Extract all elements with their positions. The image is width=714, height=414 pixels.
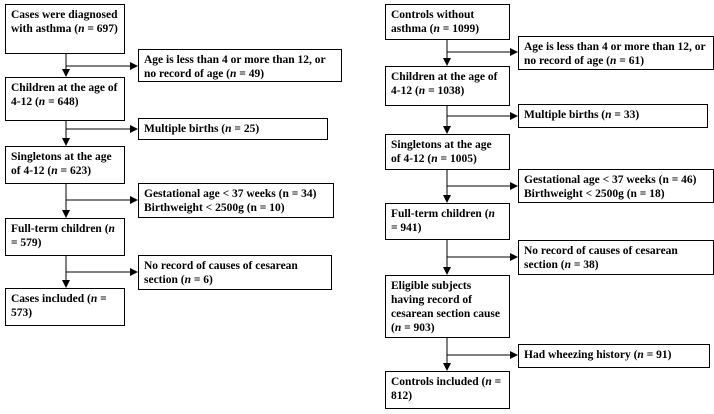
cases-singletons-box: Singletons at the age of 4-12 (n = 623) <box>5 146 125 184</box>
cases-age-4-12-box: Children at the age of 4-12 (n = 648) <box>5 77 125 121</box>
cases-gestational-age-line: Gestational age < 37 weeks (n = 34) <box>144 188 317 200</box>
cases-multiple-births-box: Multiple births (n = 25) <box>138 118 328 140</box>
cases-age-exclusion-box: Age is less than 4 or more than 12, or no record of age (n = 49) <box>138 49 342 82</box>
cases-no-cesarean-record-box: No record of causes of cesarean section (n = 6) <box>138 255 332 290</box>
cases-full-term-box: Full-term children (n = 579) <box>5 218 125 256</box>
controls-singletons-box: Singletons at the age of 4-12 (n = 1005) <box>385 134 510 170</box>
cases-diagnosed-box: Cases were diagnosed with asthma (n = 697) <box>5 4 125 54</box>
cases-birthweight-line: Birthweight < 2500g (n = 10) <box>144 202 285 214</box>
controls-birthweight-line: Birthweight < 2500g (n = 18) <box>524 188 665 200</box>
controls-without-asthma-box: Controls without asthma (n = 1099) <box>385 4 510 40</box>
controls-gestational-age-line: Gestational age < 37 weeks (n = 46) <box>524 174 697 186</box>
controls-preterm-lbw-exclusion-box <box>518 169 714 203</box>
controls-age-4-12-box: Children at the age of 4-12 (n = 1038) <box>385 66 510 106</box>
cases-preterm-lbw-exclusion-box <box>138 183 334 218</box>
cases-included-box: Cases included (n = 573) <box>5 288 125 326</box>
controls-wheezing-history-box: Had wheezing history (n = 91) <box>518 344 710 368</box>
controls-included-box: Controls included (n = 812) <box>385 371 510 409</box>
controls-eligible-subjects-box: Eligible subjects having record of cesarean section cause (n = 903) <box>385 275 510 338</box>
controls-no-cesarean-record-box: No record of causes of cesarean section (n = 38) <box>518 240 714 275</box>
controls-age-exclusion-box: Age is less than 4 or more than 12, or no record of age (n = 61) <box>518 36 714 70</box>
controls-multiple-births-box: Multiple births (n = 33) <box>518 104 708 128</box>
controls-full-term-box: Full-term children (n = 941) <box>385 203 510 240</box>
